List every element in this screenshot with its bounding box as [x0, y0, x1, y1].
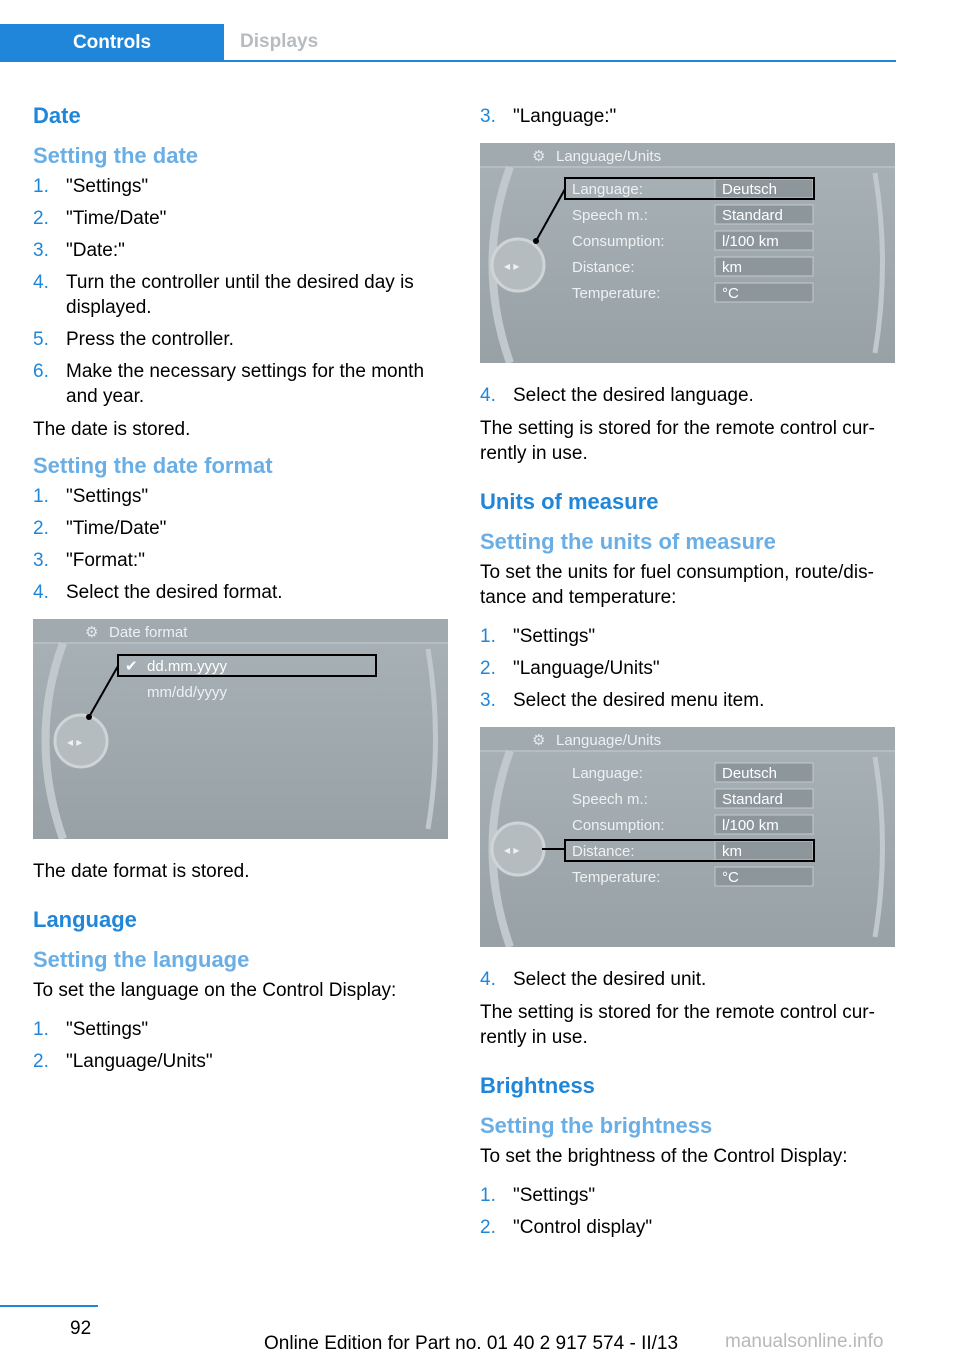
- brightness-intro: To set the brightness of the Control Display:: [480, 1146, 848, 1167]
- steps-units-final: [480, 967, 896, 992]
- footer-rule: [0, 1305, 98, 1307]
- tab-displays[interactable]: Displays: [240, 31, 319, 52]
- gear-icon: ⚙: [532, 732, 546, 749]
- list-item: 1. "Settings": [33, 486, 149, 507]
- setting-value: Deutsch: [722, 765, 778, 782]
- screen-title: Date format: [109, 624, 188, 641]
- subsection-title-setting-units: Setting the units of measure: [480, 529, 776, 554]
- steps-setting-date: [33, 174, 449, 409]
- setting-value: °C: [722, 869, 739, 886]
- list-item: 1. "Settings": [480, 626, 596, 647]
- edition-text: Online Edition for Part no. 01 40 2 917 574 - II/13: [264, 1333, 679, 1354]
- control-display-date-format: [33, 619, 448, 839]
- section-title-units: Units of measure: [480, 489, 659, 514]
- option: mm/dd/yyyy: [147, 684, 228, 701]
- steps-date-format: [33, 484, 449, 605]
- left-column: [33, 98, 449, 1082]
- units-intro: To set the units for fuel consumption, route/distance and temperature:: [480, 562, 874, 608]
- date-stored-text: The date is stored.: [33, 419, 191, 440]
- setting-value: l/100 km: [722, 233, 779, 250]
- setting-label: Temperature:: [572, 285, 661, 302]
- list-item: 3. "Date:": [33, 240, 125, 261]
- subsection-title-date-format: Setting the date format: [33, 453, 273, 478]
- language-intro: To set the language on the Control Display:: [33, 980, 397, 1001]
- units-stored-text: The setting is stored for the remote control currently in use.: [480, 1002, 875, 1048]
- setting-value: Deutsch: [722, 181, 778, 198]
- setting-value: Standard: [722, 207, 783, 224]
- right-column: [480, 98, 896, 1248]
- list-item: 1. "Settings": [33, 1019, 149, 1040]
- list-item: 3. "Format:": [33, 550, 145, 571]
- setting-label: Speech m.:: [572, 207, 648, 224]
- list-item: 3. "Language:": [480, 106, 617, 127]
- list-item: 4. Select the desired language.: [480, 385, 754, 406]
- list-item: 4. Select the desired unit.: [480, 969, 707, 990]
- chapter-tabs: [0, 24, 896, 62]
- list-item: 6. Make the necessary settings for the month and year.: [33, 361, 425, 407]
- setting-label: Language:: [572, 765, 643, 782]
- screen-title: Language/Units: [556, 148, 662, 165]
- check-icon: ✔: [125, 658, 138, 675]
- page-number: 92: [70, 1318, 92, 1339]
- setting-label: Consumption:: [572, 233, 665, 250]
- list-item: 1. "Settings": [480, 1185, 596, 1206]
- svg-text:◂ ▸: ◂ ▸: [504, 259, 520, 273]
- list-item: 2. "Time/Date": [33, 518, 167, 539]
- setting-label: Consumption:: [572, 817, 665, 834]
- setting-value: l/100 km: [722, 817, 779, 834]
- screenshot-units: [480, 727, 895, 947]
- control-display-units: [480, 727, 895, 947]
- gear-icon: ⚙: [85, 624, 99, 641]
- control-display-language: [480, 143, 895, 363]
- watermark: manualsonline.info: [725, 1331, 884, 1352]
- list-item: 3. Select the desired menu item.: [480, 690, 765, 711]
- steps-setting-brightness: [480, 1183, 896, 1240]
- list-item: 2. "Control display": [480, 1217, 653, 1238]
- setting-label: Distance:: [572, 259, 635, 276]
- screenshot-date-format: [33, 619, 448, 839]
- setting-label: Speech m.:: [572, 791, 648, 808]
- subsection-title-setting-date: Setting the date: [33, 143, 199, 168]
- setting-value: km: [722, 259, 742, 276]
- svg-text:◂ ▸: ◂ ▸: [67, 735, 83, 749]
- list-item: 4. Turn the controller until the desired day is displayed.: [33, 272, 414, 318]
- format-stored-text: The date format is stored.: [33, 861, 250, 882]
- list-item: 2. "Language/Units": [480, 658, 660, 679]
- list-item: 1. "Settings": [33, 176, 149, 197]
- gear-icon: ⚙: [532, 148, 546, 165]
- section-title-language: Language: [33, 907, 137, 932]
- section-title-date: Date: [33, 103, 81, 128]
- list-item: 2. "Language/Units": [33, 1051, 213, 1072]
- steps-language-final: [480, 383, 896, 408]
- screenshot-language: [480, 143, 895, 363]
- subsection-title-setting-brightness: Setting the brightness: [480, 1113, 713, 1138]
- section-title-brightness: Brightness: [480, 1073, 595, 1098]
- list-item: 5. Press the controller.: [33, 329, 234, 350]
- option-selected: dd.mm.yyyy: [147, 658, 228, 675]
- list-item: 4. Select the desired format.: [33, 582, 283, 603]
- subsection-title-setting-language: Setting the language: [33, 947, 250, 972]
- setting-label: Temperature:: [572, 869, 661, 886]
- setting-value: Standard: [722, 791, 783, 808]
- setting-label: Language:: [572, 181, 643, 198]
- list-item: 2. "Time/Date": [33, 208, 167, 229]
- steps-language-continued: [480, 104, 896, 129]
- language-stored-text: The setting is stored for the remote control currently in use.: [480, 418, 875, 464]
- steps-setting-language: [33, 1017, 449, 1074]
- tab-underline: [0, 60, 896, 62]
- tab-controls[interactable]: Controls: [0, 24, 224, 62]
- screen-title: Language/Units: [556, 732, 662, 749]
- setting-value: km: [722, 843, 742, 860]
- steps-setting-units: [480, 624, 896, 713]
- setting-label: Distance:: [572, 843, 635, 860]
- setting-value: °C: [722, 285, 739, 302]
- svg-text:◂ ▸: ◂ ▸: [504, 843, 520, 857]
